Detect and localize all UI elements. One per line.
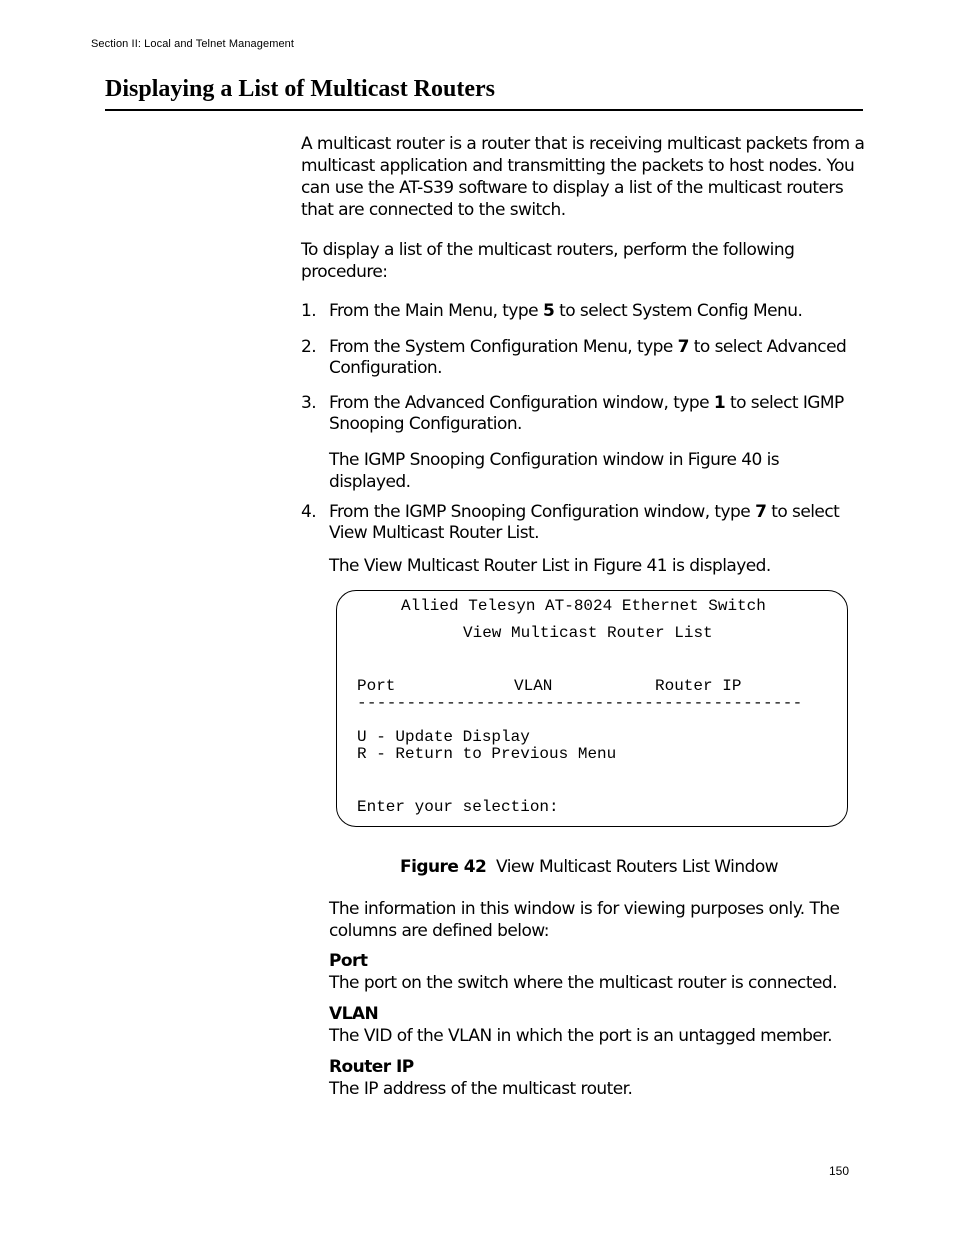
page-number: 150 [829,1164,850,1178]
step-3-note: The IGMP Snooping Configuration window in Figure 40 is displayed. [329,450,780,492]
figure-label: Figure 42 [400,857,487,877]
screen-title: Allied Telesyn AT-8024 Ethernet Switch [401,597,766,615]
definition-term-vlan: VLAN [329,1004,379,1024]
running-header: Section II: Local and Telnet Management [91,38,295,50]
screen-subtitle: View Multicast Router List [463,624,713,642]
step-4-note: The View Multicast Router List in Figure 41 is displayed. [329,556,771,576]
screen-divider: --------------------------------------------- [357,694,803,712]
definition-desc-router-ip: The IP address of the multicast router. [329,1079,633,1099]
column-vlan: VLAN [514,677,553,695]
step-number: 3. [301,393,317,413]
step-text: From the Advanced Configuration window, type 1 to select IGMP Snooping Configuration. [329,393,844,434]
option-return: R - Return to Previous Menu [357,745,617,763]
selection-prompt: Enter your selection: [357,798,559,816]
step-text: From the System Configuration Menu, type 7 to select Advanced Configuration. [329,337,847,378]
step-number: 2. [301,337,317,357]
step-text: From the Main Menu, type 5 to select System Config Menu. [329,301,803,321]
procedure-intro: To display a list of the multicast routers, perform the following procedure: [301,240,795,282]
step-text: From the IGMP Snooping Configuration window, type 7 to select View Multicast Router List. [329,502,840,543]
column-port: Port [357,677,396,695]
page-title: Displaying a List of Multicast Routers [105,76,495,102]
option-update-display: U - Update Display [357,728,530,746]
step-number: 4. [301,502,317,522]
figure-title: View Multicast Routers List Window [495,857,779,877]
key-command: 7 [755,502,767,522]
info-paragraph: The information in this window is for viewing purposes only. The columns are defined below: [329,899,840,941]
intro-paragraph: A multicast router is a router that is receiving multicast packets from a multicast application and transmitting the packets to host nodes. You can use the AT-S39 software to display a list of the multicast routers that are connected to the switch. [301,134,865,220]
definition-term-port: Port [329,951,368,971]
key-command: 1 [713,393,726,413]
definition-desc-port: The port on the switch where the multicast router is connected. [329,973,837,993]
definition-desc-vlan: The VID of the VLAN in which the port is an untagged member. [329,1026,832,1046]
definition-term-router-ip: Router IP [329,1057,414,1077]
key-command: 7 [677,337,689,357]
title-rule [105,109,863,111]
step-number: 1. [301,301,317,321]
key-command: 5 [542,301,555,321]
column-router-ip: Router IP [655,677,742,695]
figure-caption [400,857,778,877]
